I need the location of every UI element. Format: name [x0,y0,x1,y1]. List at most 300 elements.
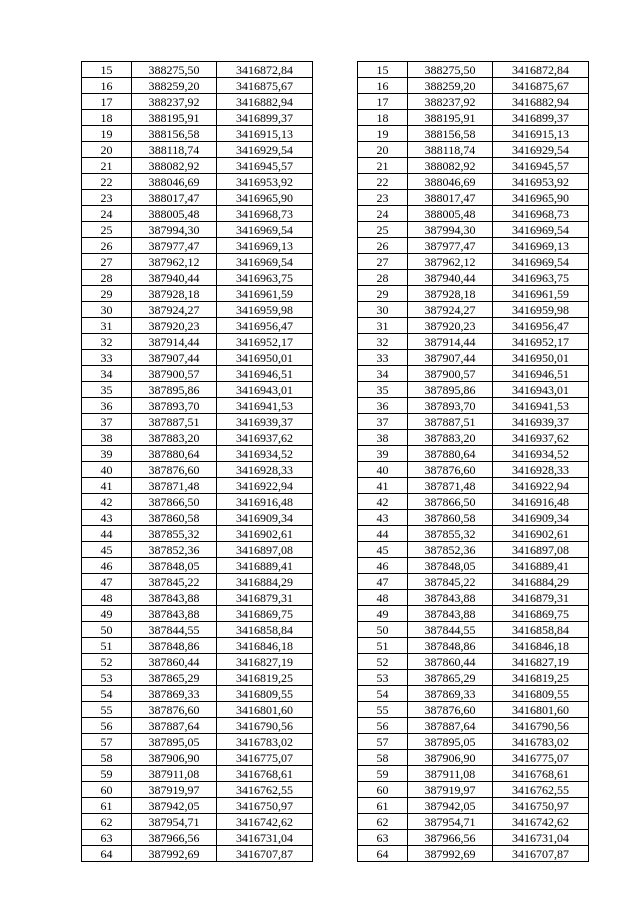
point-number-cell: 23 [358,190,408,206]
y-coordinate-cell: 3416937,62 [493,430,589,446]
y-coordinate-cell: 3416790,56 [493,718,589,734]
point-number-cell: 20 [358,142,408,158]
table-row [82,814,313,830]
point-number-cell: 18 [82,110,132,126]
y-coordinate-cell: 3416902,61 [493,526,589,542]
point-number-cell: 19 [82,126,132,142]
x-coordinate-cell: 387994,30 [408,222,493,238]
x-coordinate-cell: 387895,86 [408,382,493,398]
point-number-cell: 26 [358,238,408,254]
y-coordinate-cell: 3416959,98 [217,302,313,318]
y-coordinate-cell: 3416961,59 [217,286,313,302]
y-coordinate-cell: 3416790,56 [217,718,313,734]
x-coordinate-cell: 387977,47 [408,238,493,254]
y-coordinate-cell: 3416889,41 [493,558,589,574]
x-coordinate-cell: 387852,36 [132,542,217,558]
x-coordinate-cell: 387848,86 [408,638,493,654]
table-row [358,270,589,286]
point-number-cell: 57 [358,734,408,750]
point-number-cell: 48 [358,590,408,606]
y-coordinate-cell: 3416941,53 [217,398,313,414]
point-number-cell: 59 [82,766,132,782]
x-coordinate-cell: 387848,05 [132,558,217,574]
point-number-cell: 49 [358,606,408,622]
y-coordinate-cell: 3416731,04 [217,830,313,846]
x-coordinate-cell: 387844,55 [408,622,493,638]
point-number-cell: 43 [358,510,408,526]
table-row [82,510,313,526]
point-number-cell: 24 [358,206,408,222]
x-coordinate-cell: 387887,64 [408,718,493,734]
x-coordinate-cell: 387924,27 [408,302,493,318]
table-row [358,558,589,574]
y-coordinate-cell: 3416846,18 [217,638,313,654]
y-coordinate-cell: 3416969,54 [217,254,313,270]
x-coordinate-cell: 387940,44 [408,270,493,286]
table-row [358,702,589,718]
point-number-cell: 37 [358,414,408,430]
x-coordinate-cell: 388275,50 [132,62,217,78]
y-coordinate-cell: 3416934,52 [493,446,589,462]
x-coordinate-cell: 387843,88 [132,590,217,606]
y-coordinate-cell: 3416939,37 [493,414,589,430]
point-number-cell: 58 [358,750,408,766]
table-row [358,750,589,766]
y-coordinate-cell: 3416742,62 [217,814,313,830]
table-row [358,798,589,814]
y-coordinate-cell: 3416809,55 [217,686,313,702]
x-coordinate-cell: 388082,92 [408,158,493,174]
table-row [358,302,589,318]
y-coordinate-cell: 3416742,62 [493,814,589,830]
y-coordinate-cell: 3416934,52 [217,446,313,462]
y-coordinate-cell: 3416879,31 [493,590,589,606]
table-row [358,174,589,190]
y-coordinate-cell: 3416916,48 [493,494,589,510]
x-coordinate-cell: 387848,86 [132,638,217,654]
table-row [82,750,313,766]
y-coordinate-cell: 3416801,60 [493,702,589,718]
coordinate-table-body [82,62,313,862]
x-coordinate-cell: 387900,57 [408,366,493,382]
coordinate-table-left [81,61,313,862]
point-number-cell: 56 [358,718,408,734]
x-coordinate-cell: 387940,44 [132,270,217,286]
point-number-cell: 33 [358,350,408,366]
y-coordinate-cell: 3416916,48 [217,494,313,510]
x-coordinate-cell: 387895,05 [132,734,217,750]
y-coordinate-cell: 3416950,01 [493,350,589,366]
table-row [82,542,313,558]
table-row [82,830,313,846]
y-coordinate-cell: 3416899,37 [217,110,313,126]
y-coordinate-cell: 3416879,31 [217,590,313,606]
y-coordinate-cell: 3416929,54 [217,142,313,158]
y-coordinate-cell: 3416869,75 [217,606,313,622]
table-row [358,334,589,350]
table-row [358,254,589,270]
point-number-cell: 36 [82,398,132,414]
point-number-cell: 31 [82,318,132,334]
y-coordinate-cell: 3416827,19 [493,654,589,670]
coordinate-table-right [357,61,589,862]
table-row [358,782,589,798]
y-coordinate-cell: 3416750,97 [493,798,589,814]
y-coordinate-cell: 3416783,02 [217,734,313,750]
point-number-cell: 21 [358,158,408,174]
table-row [358,350,589,366]
point-number-cell: 45 [82,542,132,558]
x-coordinate-cell: 388017,47 [132,190,217,206]
x-coordinate-cell: 387977,47 [132,238,217,254]
table-row [358,830,589,846]
table-row [358,606,589,622]
y-coordinate-cell: 3416897,08 [493,542,589,558]
point-number-cell: 58 [82,750,132,766]
x-coordinate-cell: 388237,92 [132,94,217,110]
x-coordinate-cell: 388082,92 [132,158,217,174]
table-row [82,638,313,654]
y-coordinate-cell: 3416943,01 [217,382,313,398]
table-row [358,414,589,430]
point-number-cell: 16 [82,78,132,94]
x-coordinate-cell: 388046,69 [132,174,217,190]
point-number-cell: 22 [358,174,408,190]
x-coordinate-cell: 387928,18 [408,286,493,302]
x-coordinate-cell: 387876,60 [408,462,493,478]
table-row [358,734,589,750]
table-row [358,238,589,254]
point-number-cell: 35 [358,382,408,398]
y-coordinate-cell: 3416965,90 [217,190,313,206]
x-coordinate-cell: 387869,33 [132,686,217,702]
y-coordinate-cell: 3416946,51 [493,366,589,382]
point-number-cell: 53 [82,670,132,686]
x-coordinate-cell: 388017,47 [408,190,493,206]
x-coordinate-cell: 388156,58 [132,126,217,142]
table-row [358,590,589,606]
point-number-cell: 34 [358,366,408,382]
table-row [82,302,313,318]
y-coordinate-cell: 3416768,61 [493,766,589,782]
y-coordinate-cell: 3416953,92 [493,174,589,190]
x-coordinate-cell: 387914,44 [132,334,217,350]
x-coordinate-cell: 387866,50 [408,494,493,510]
x-coordinate-cell: 387871,48 [408,478,493,494]
table-row [358,510,589,526]
point-number-cell: 31 [358,318,408,334]
table-row [82,798,313,814]
point-number-cell: 27 [82,254,132,270]
point-number-cell: 35 [82,382,132,398]
x-coordinate-cell: 387855,32 [408,526,493,542]
point-number-cell: 55 [358,702,408,718]
x-coordinate-cell: 387992,69 [408,846,493,862]
point-number-cell: 22 [82,174,132,190]
x-coordinate-cell: 387893,70 [132,398,217,414]
y-coordinate-cell: 3416902,61 [217,526,313,542]
point-number-cell: 16 [358,78,408,94]
table-row [358,78,589,94]
table-row [358,494,589,510]
x-coordinate-cell: 387866,50 [132,494,217,510]
point-number-cell: 40 [82,462,132,478]
point-number-cell: 55 [82,702,132,718]
point-number-cell: 44 [82,526,132,542]
table-row [82,478,313,494]
y-coordinate-cell: 3416922,94 [493,478,589,494]
point-number-cell: 52 [358,654,408,670]
x-coordinate-cell: 387906,90 [408,750,493,766]
y-coordinate-cell: 3416707,87 [493,846,589,862]
x-coordinate-cell: 387844,55 [132,622,217,638]
table-row [82,366,313,382]
y-coordinate-cell: 3416956,47 [217,318,313,334]
x-coordinate-cell: 387962,12 [408,254,493,270]
table-row [82,78,313,94]
point-number-cell: 39 [358,446,408,462]
y-coordinate-cell: 3416882,94 [217,94,313,110]
x-coordinate-cell: 387883,20 [408,430,493,446]
table-row [82,382,313,398]
table-row [82,606,313,622]
x-coordinate-cell: 388195,91 [408,110,493,126]
table-row [82,782,313,798]
document-page [81,61,595,861]
y-coordinate-cell: 3416858,84 [493,622,589,638]
y-coordinate-cell: 3416922,94 [217,478,313,494]
y-coordinate-cell: 3416872,84 [493,62,589,78]
table-row [82,734,313,750]
table-row [358,382,589,398]
x-coordinate-cell: 387895,86 [132,382,217,398]
x-coordinate-cell: 388275,50 [408,62,493,78]
x-coordinate-cell: 387954,71 [408,814,493,830]
y-coordinate-cell: 3416953,92 [217,174,313,190]
x-coordinate-cell: 387860,58 [132,510,217,526]
point-number-cell: 46 [358,558,408,574]
y-coordinate-cell: 3416869,75 [493,606,589,622]
point-number-cell: 63 [82,830,132,846]
table-row [82,238,313,254]
table-row [358,142,589,158]
y-coordinate-cell: 3416846,18 [493,638,589,654]
y-coordinate-cell: 3416884,29 [493,574,589,590]
point-number-cell: 23 [82,190,132,206]
point-number-cell: 48 [82,590,132,606]
point-number-cell: 25 [358,222,408,238]
table-row [82,126,313,142]
x-coordinate-cell: 387876,60 [132,702,217,718]
point-number-cell: 54 [82,686,132,702]
table-row [358,286,589,302]
x-coordinate-cell: 387860,44 [132,654,217,670]
point-number-cell: 46 [82,558,132,574]
table-row [82,318,313,334]
y-coordinate-cell: 3416915,13 [493,126,589,142]
table-row [358,574,589,590]
table-row [358,206,589,222]
point-number-cell: 40 [358,462,408,478]
x-coordinate-cell: 387883,20 [132,430,217,446]
y-coordinate-cell: 3416858,84 [217,622,313,638]
point-number-cell: 36 [358,398,408,414]
point-number-cell: 19 [358,126,408,142]
x-coordinate-cell: 387843,88 [132,606,217,622]
table-row [82,718,313,734]
point-number-cell: 28 [82,270,132,286]
y-coordinate-cell: 3416965,90 [493,190,589,206]
x-coordinate-cell: 387907,44 [132,350,217,366]
point-number-cell: 32 [82,334,132,350]
x-coordinate-cell: 387914,44 [408,334,493,350]
y-coordinate-cell: 3416827,19 [217,654,313,670]
table-row [82,334,313,350]
y-coordinate-cell: 3416882,94 [493,94,589,110]
y-coordinate-cell: 3416941,53 [493,398,589,414]
x-coordinate-cell: 387860,44 [408,654,493,670]
x-coordinate-cell: 387994,30 [132,222,217,238]
table-row [82,94,313,110]
table-row [82,686,313,702]
table-row [358,110,589,126]
x-coordinate-cell: 387843,88 [408,606,493,622]
table-row [358,846,589,862]
point-number-cell: 34 [82,366,132,382]
y-coordinate-cell: 3416928,33 [493,462,589,478]
x-coordinate-cell: 387852,36 [408,542,493,558]
point-number-cell: 45 [358,542,408,558]
y-coordinate-cell: 3416945,57 [217,158,313,174]
point-number-cell: 41 [358,478,408,494]
point-number-cell: 50 [358,622,408,638]
point-number-cell: 30 [358,302,408,318]
table-row [82,222,313,238]
x-coordinate-cell: 387869,33 [408,686,493,702]
x-coordinate-cell: 388195,91 [132,110,217,126]
y-coordinate-cell: 3416945,57 [493,158,589,174]
point-number-cell: 44 [358,526,408,542]
x-coordinate-cell: 387848,05 [408,558,493,574]
point-number-cell: 47 [358,574,408,590]
x-coordinate-cell: 387928,18 [132,286,217,302]
table-row [82,286,313,302]
table-row [358,126,589,142]
table-row [358,366,589,382]
x-coordinate-cell: 387911,08 [132,766,217,782]
table-row [358,318,589,334]
table-row [82,398,313,414]
x-coordinate-cell: 387843,88 [408,590,493,606]
y-coordinate-cell: 3416875,67 [217,78,313,94]
table-row [82,574,313,590]
table-row [358,686,589,702]
x-coordinate-cell: 387876,60 [408,702,493,718]
y-coordinate-cell: 3416968,73 [493,206,589,222]
point-number-cell: 15 [82,62,132,78]
y-coordinate-cell: 3416969,54 [493,254,589,270]
table-row [358,654,589,670]
x-coordinate-cell: 387942,05 [408,798,493,814]
table-row [82,270,313,286]
y-coordinate-cell: 3416961,59 [493,286,589,302]
table-row [82,462,313,478]
y-coordinate-cell: 3416884,29 [217,574,313,590]
table-row [82,254,313,270]
x-coordinate-cell: 387893,70 [408,398,493,414]
table-row [82,190,313,206]
y-coordinate-cell: 3416872,84 [217,62,313,78]
point-number-cell: 30 [82,302,132,318]
x-coordinate-cell: 388046,69 [408,174,493,190]
y-coordinate-cell: 3416775,07 [217,750,313,766]
point-number-cell: 43 [82,510,132,526]
y-coordinate-cell: 3416946,51 [217,366,313,382]
x-coordinate-cell: 387966,56 [132,830,217,846]
x-coordinate-cell: 387865,29 [132,670,217,686]
y-coordinate-cell: 3416952,17 [217,334,313,350]
table-row [82,142,313,158]
x-coordinate-cell: 387845,22 [408,574,493,590]
x-coordinate-cell: 388118,74 [408,142,493,158]
point-number-cell: 59 [358,766,408,782]
table-row [358,766,589,782]
y-coordinate-cell: 3416969,13 [217,238,313,254]
y-coordinate-cell: 3416909,34 [493,510,589,526]
table-row [82,526,313,542]
point-number-cell: 20 [82,142,132,158]
x-coordinate-cell: 387966,56 [408,830,493,846]
point-number-cell: 24 [82,206,132,222]
y-coordinate-cell: 3416915,13 [217,126,313,142]
x-coordinate-cell: 387860,58 [408,510,493,526]
table-row [82,350,313,366]
y-coordinate-cell: 3416731,04 [493,830,589,846]
point-number-cell: 29 [358,286,408,302]
y-coordinate-cell: 3416750,97 [217,798,313,814]
y-coordinate-cell: 3416707,87 [217,846,313,862]
y-coordinate-cell: 3416963,75 [493,270,589,286]
table-row [82,654,313,670]
point-number-cell: 26 [82,238,132,254]
table-row [82,110,313,126]
point-number-cell: 15 [358,62,408,78]
point-number-cell: 29 [82,286,132,302]
table-row [358,622,589,638]
y-coordinate-cell: 3416909,34 [217,510,313,526]
table-row [82,622,313,638]
y-coordinate-cell: 3416950,01 [217,350,313,366]
x-coordinate-cell: 388005,48 [132,206,217,222]
x-coordinate-cell: 388259,20 [408,78,493,94]
point-number-cell: 41 [82,478,132,494]
point-number-cell: 51 [82,638,132,654]
point-number-cell: 61 [358,798,408,814]
x-coordinate-cell: 387962,12 [132,254,217,270]
x-coordinate-cell: 387895,05 [408,734,493,750]
point-number-cell: 32 [358,334,408,350]
x-coordinate-cell: 387876,60 [132,462,217,478]
point-number-cell: 42 [82,494,132,510]
x-coordinate-cell: 388005,48 [408,206,493,222]
x-coordinate-cell: 387880,64 [132,446,217,462]
y-coordinate-cell: 3416762,55 [493,782,589,798]
y-coordinate-cell: 3416929,54 [493,142,589,158]
x-coordinate-cell: 388259,20 [132,78,217,94]
table-row [358,190,589,206]
x-coordinate-cell: 387907,44 [408,350,493,366]
point-number-cell: 60 [358,782,408,798]
